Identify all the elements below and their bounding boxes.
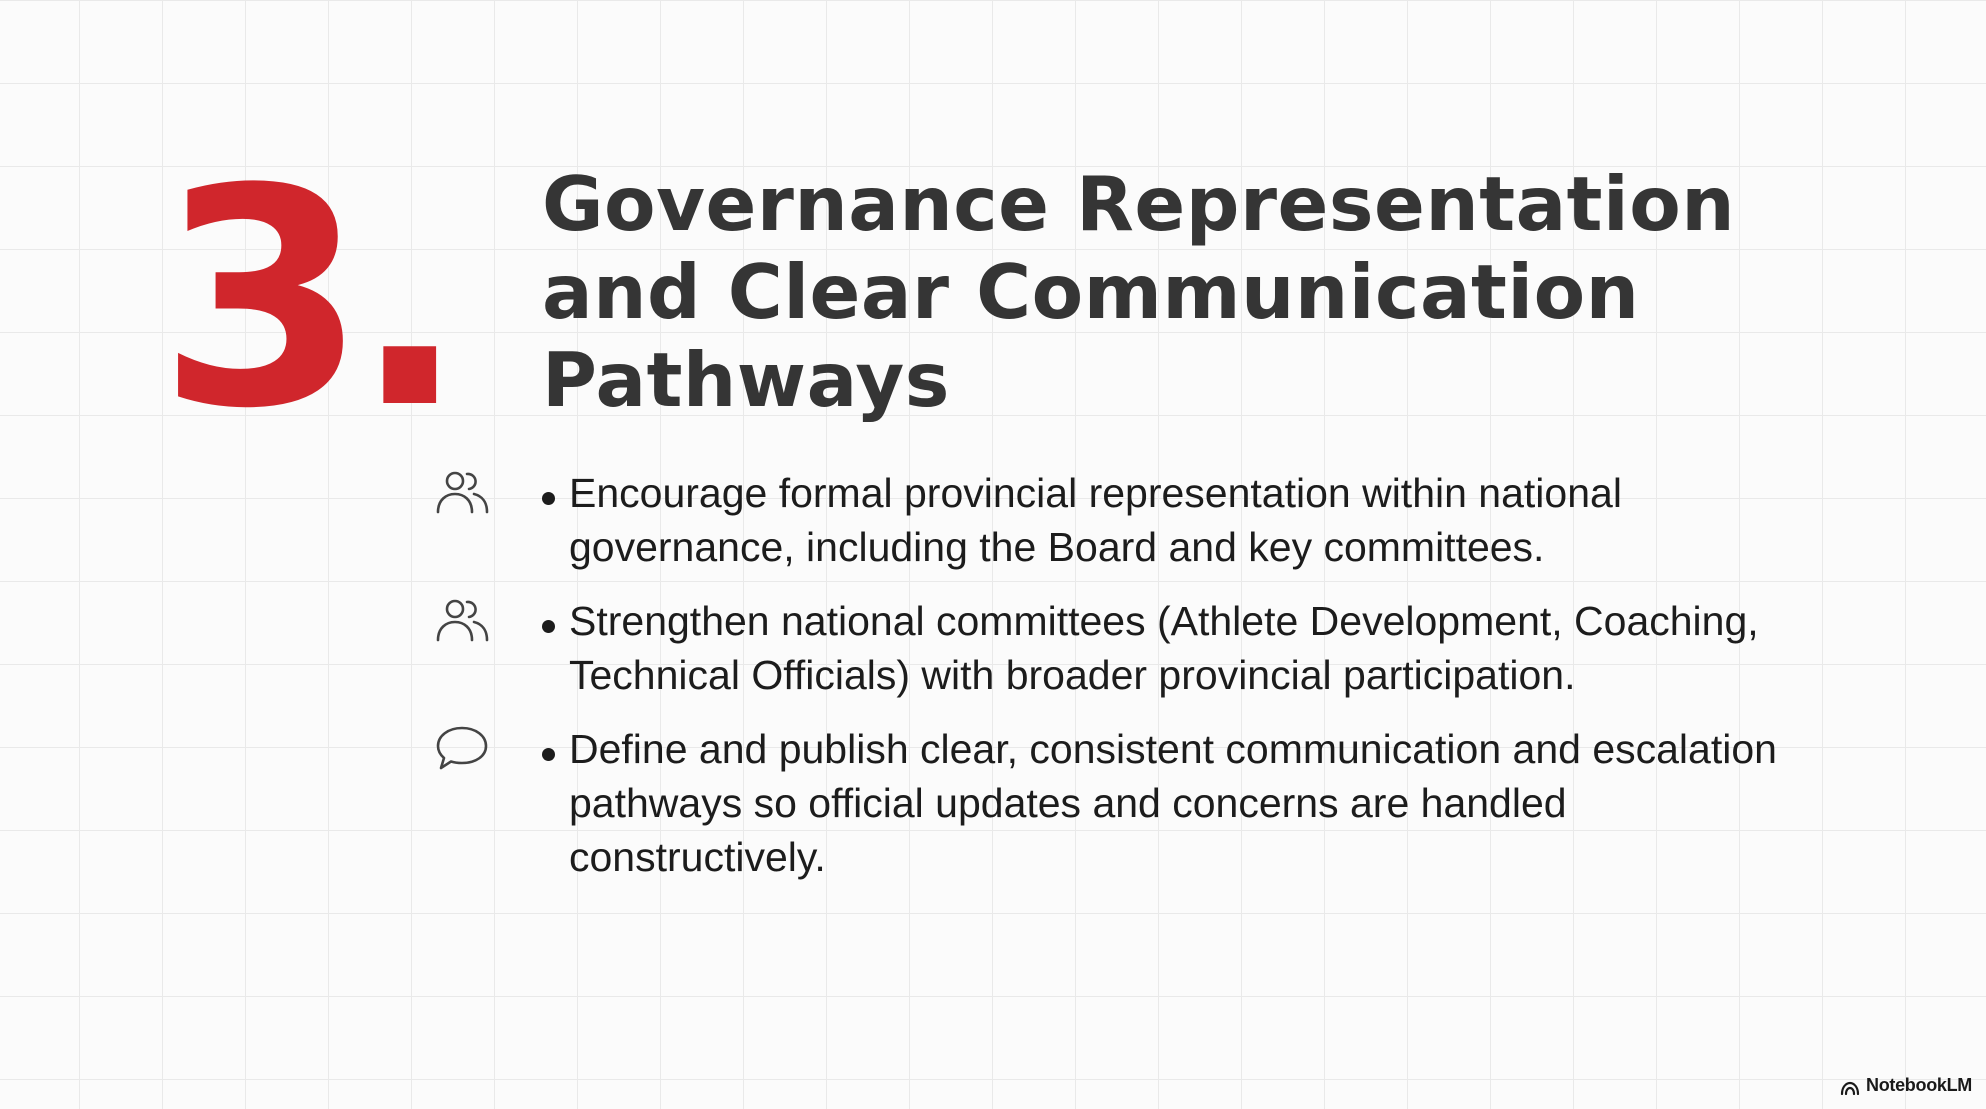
people-icon <box>434 596 498 648</box>
bullet-list <box>434 466 1834 904</box>
people-icon <box>434 468 498 520</box>
slide-number: 3. <box>158 125 453 474</box>
bullet-dot <box>542 620 555 633</box>
bullet-text: Strengthen national committees (Athlete Development, Coaching, Technical Officials) with broader provincial participation. <box>569 598 1759 698</box>
bullet-text: Define and publish clear, consistent communication and escalation pathways so official updates and concerns are handled constructively. <box>569 726 1777 880</box>
bullet-dot <box>542 748 555 761</box>
notebooklm-watermark <box>1840 1075 1972 1096</box>
bullet-text: Encourage formal provincial representation within national governance, including the Board and key committees. <box>569 470 1622 570</box>
speech-bubble-icon <box>434 724 498 776</box>
slide-title: Governance Representation and Clear Communication Pathways <box>542 160 1736 424</box>
bullet-item <box>434 466 1834 574</box>
bullet-item <box>434 594 1834 702</box>
notebooklm-logo-icon <box>1840 1079 1860 1093</box>
bullet-dot <box>542 492 555 505</box>
bullet-item <box>434 722 1834 884</box>
brand-label: NotebookLM <box>1866 1075 1972 1095</box>
